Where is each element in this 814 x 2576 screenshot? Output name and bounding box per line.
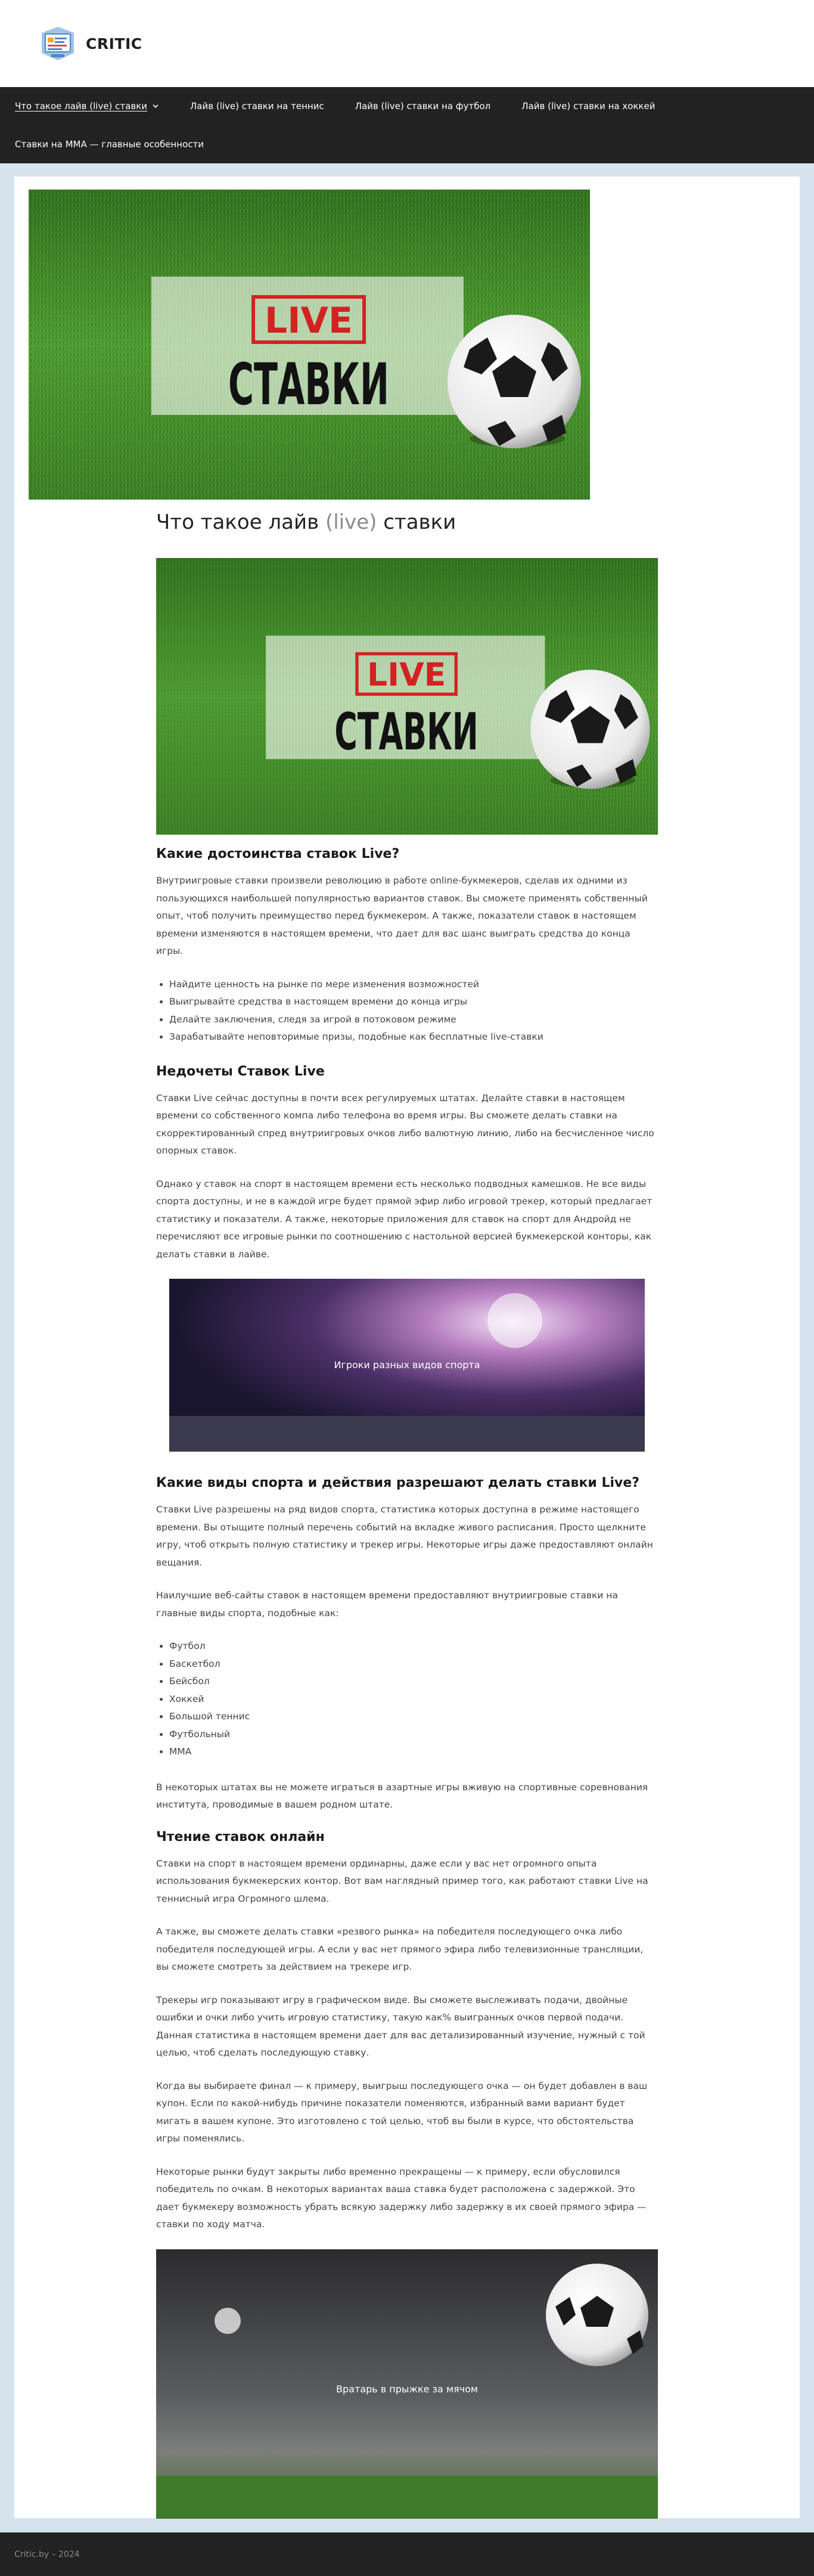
list-item: • Большой теннис — [169, 1708, 658, 1726]
section-heading-reading-bets: Чтение ставок онлайн — [156, 1829, 325, 1845]
paragraph: Внутриигровые ставки произвели революцию в работе online-букмекеров, сделав их одними из пользующихся наибольшей популярностью вариантов ставок. Вы сможете применять собственный опыт, чтоб получить преимущество перед букмекером. А также, показатели ставок в настоящем времени изменяются в настоящем времени, что дает для вас шанс выиграть средства до конца игры. — [156, 875, 648, 956]
advantages-list — [169, 976, 658, 1046]
article-banner-image — [156, 558, 658, 835]
nav-item-live-bets[interactable] — [6, 87, 168, 125]
article-body — [156, 847, 658, 2519]
list-item: • Бейсбол — [169, 1673, 658, 1691]
sports-list — [169, 1638, 658, 1761]
paragraph: Наилучшие веб-сайты ставок в настоящем времени предоставляют внутриигровые ставки на главные виды спорта, подобные как: — [156, 1590, 618, 1619]
nav-item-label: Лайв (live) ставки на футбол — [355, 101, 491, 111]
nav-row-secondary — [6, 125, 808, 163]
chevron-down-icon[interactable] — [152, 103, 159, 110]
logo-icon — [38, 26, 77, 61]
title-part-live: (live) — [325, 510, 377, 534]
title-part: ставки — [377, 510, 456, 534]
nav-item-label: Лайв (live) ставки на теннис — [190, 101, 324, 111]
sports-image-caption: Игроки разных видов спорта — [334, 1359, 480, 1371]
section-heading-sports: Какие виды спорта и действия разрешают делать ставки Live? — [156, 1475, 640, 1490]
paragraph: В некоторых штатах вы не можете играться в азартные игры вживую на спортивные соревнования института, проводимые в вашем родном штате. — [156, 1781, 648, 1810]
nav-row-primary — [6, 87, 808, 125]
goalkeeper-image-caption: Вратарь в прыжке за мячом — [336, 2383, 478, 2395]
banner-headline-text: СТАВКИ — [228, 351, 389, 418]
list-item: • Футбольный — [169, 1726, 658, 1744]
inline-headline-text: СТАВКИ — [334, 702, 479, 762]
paragraph: Трекеры игр показывают игру в графическом виде. Вы сможете выслеживать подачи, двойные ошибки и очки либо учить игровую статистику, такую как% выигранных очков первой подачи. Данная статистика в настоящем времени дает для вас детализированный изучение, нужный с той целью, чтоб сделать последующую ставку. — [156, 1994, 645, 2058]
inline-badge-text: LIVE — [366, 656, 446, 694]
nav-item-tennis[interactable] — [181, 87, 333, 125]
banner-badge-text: LIVE — [265, 300, 353, 342]
site-header — [0, 0, 814, 87]
paragraph: Однако у ставок на спорт в настоящем времени есть несколько подводных камешков. Не все виды спорта доступны, и не в каждой игре будет прямой эфир либо игровой трекер, который предлагает статистику и показатели. А также, некоторые приложения для ставок на спорт для Андройд не перечисляют все игровые рынки по соотношению с настольной версией букмекерской конторы, как делать ставки в лайве. — [156, 1178, 653, 1260]
section-heading-advantages: Какие достоинства ставок Live? — [156, 847, 400, 861]
featured-image — [29, 190, 590, 500]
main-navigation — [0, 87, 814, 163]
nav-item-football[interactable] — [346, 87, 500, 125]
nav-item-mma[interactable] — [6, 125, 213, 163]
list-item: • Найдите ценность на рынке по мере изменения возможностей — [169, 976, 658, 994]
paragraph: Ставки на спорт в настоящем времени ординарны, даже если у вас нет огромного опыта использования букмекерских контор. Вот вам наглядный пример того, как работают ставки Live на теннисный игра Огромного шлема. — [156, 1858, 648, 1904]
title-part: Что такое лайв — [156, 510, 325, 534]
list-item: • ММА — [169, 1743, 658, 1761]
nav-item-hockey[interactable] — [512, 87, 664, 125]
page-title — [156, 510, 456, 534]
nav-item-label: Ставки на ММА — главные особенности — [15, 139, 204, 150]
paragraph: Ставки Live сейчас доступны в почти всех регулируемых штатах. Делайте ставки в настоящем времени со собственного компа либо телефона во время игры. Вы сможете делать ставки на скорректированный спред внутриигровых очков либо валютную линию, либо на бесчисленное число опорных ставок. — [156, 1092, 654, 1156]
list-item: • Баскетбол — [169, 1656, 658, 1673]
list-item: • Хоккей — [169, 1691, 658, 1709]
sports-players-image — [169, 1279, 645, 1452]
logo-text: CRITIC — [86, 35, 142, 52]
site-logo[interactable] — [38, 26, 142, 61]
list-item: • Делайте заключения, следя за игрой в потоковом режиме — [169, 1011, 658, 1029]
goalkeeper-image — [156, 2249, 658, 2519]
nav-item-label: Что такое лайв (live) ставки — [15, 101, 148, 111]
list-item: • Зарабатывайте неповторимые призы, подобные как бесплатные live-ставки — [169, 1028, 658, 1046]
section-heading-drawbacks: Недочеты Ставок Live — [156, 1064, 325, 1079]
paragraph: Ставки Live разрешены на ряд видов спорта, статистика которых доступна в режиме настоящего времени. Вы отыщите полный перечень событий на вкладке живого расписания. Просто щелкните игру, чтоб открыть полную статистику и трекер игры. Некоторые игры даже предоставляют онлайн вещания. — [156, 1504, 653, 1568]
content-area — [14, 176, 800, 2518]
paragraph: А также, вы сможете делать ставки «резвого рынка» на победителя последующего очка либо победителя последующей игры. А если у вас нет прямого эфира либо телевизионные трансляции, вы сможете смотреть за действием на трекере игр. — [156, 1926, 644, 1972]
nav-item-label: Лайв (live) ставки на хоккей — [521, 101, 655, 111]
paragraph: Некоторые рынки будут закрыты либо временно прекращены — к примеру, если обусловился победитель по очкам. В некоторых вариантах ваша ставка будет расположена с задержкой. Это дает букмекеру возможность убрать всякую задержку либо задержку в их своей прямого эфира — ставки по ходу матча. — [156, 2166, 647, 2230]
list-item: • Футбол — [169, 1638, 658, 1656]
site-footer — [0, 2532, 814, 2576]
paragraph: Когда вы выбираете финал — к примеру, выигрыш последующего очка — он будет добавлен в ваш купон. Если по какой-нибудь причине показатели поменяются, избранный вами вариант будет мигать в вашем купоне. Это изготовлено с той целью, чтоб вы были в курсе, что обстоятельства игры поменялись. — [156, 2080, 648, 2144]
copyright-text: Critic.by – 2024 — [14, 2549, 80, 2559]
list-item: • Выигрывайте средства в настоящем времени до конца игры — [169, 993, 658, 1011]
